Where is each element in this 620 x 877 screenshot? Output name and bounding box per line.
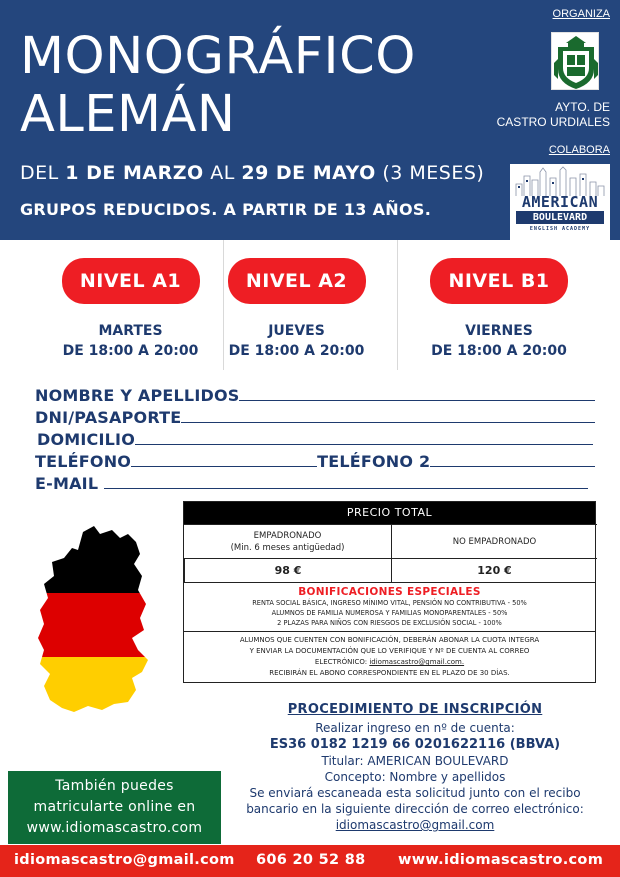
start-date: 1 DE MARZO — [65, 162, 204, 184]
groups-info: GRUPOS REDUCIDOS. A PARTIR DE 13 AÑOS. — [20, 200, 432, 219]
phone2-label: TELÉFONO 2 — [317, 452, 431, 471]
footer-bar — [0, 845, 620, 877]
phone-row — [35, 451, 595, 473]
address-field[interactable] — [135, 431, 593, 445]
note-line-3 — [186, 657, 593, 668]
american-boulevard-logo — [510, 164, 610, 240]
online-line-1: También puedes — [55, 778, 174, 794]
note-line-2: Y ENVIAR LA DOCUMENTACIÓN QUE LO VERIFIQUE Y Nº DE CUENTA AL CORREO — [249, 647, 530, 655]
course-dates — [20, 162, 484, 184]
price-col2-value: 120 € — [391, 558, 597, 582]
price-grid — [184, 524, 595, 582]
footer-website-link[interactable]: www.idiomascastro.com — [398, 852, 604, 868]
footer-phone[interactable]: 606 20 52 88 — [256, 852, 366, 868]
procedure-send-line-1: Se enviará escaneada esta solicitud junto con el recibo — [249, 786, 581, 800]
level-b1-time: DE 18:00 A 20:00 — [431, 343, 567, 359]
note-line-4: RECIBIRÁN EL ABONO CORRESPONDIENTE EN EL PLAZO DE 30 DÍAS. — [269, 669, 510, 677]
page-title — [20, 28, 416, 144]
procedure-title: PROCEDIMIENTO DE INSCRIPCIÓN — [287, 702, 543, 717]
procedure-iban: ES36 0182 1219 66 0201622116 (BBVA) — [269, 737, 561, 752]
footer-email-link[interactable]: idiomascastro@gmail.com — [14, 852, 235, 868]
online-enrollment-box — [8, 771, 221, 844]
level-a1-button[interactable]: NIVEL A1 — [62, 258, 200, 304]
price-col1-label — [184, 524, 391, 558]
bonificaciones-title: BONIFICACIONES ESPECIALES — [298, 586, 481, 598]
id-row — [35, 407, 595, 429]
id-label: DNI/PASAPORTE — [35, 408, 182, 427]
logo-tagline: ENGLISH ACADEMY — [529, 226, 591, 232]
price-table — [183, 501, 596, 683]
procedure-concept: Concepto: Nombre y apellidos — [324, 770, 506, 784]
level-a2-button[interactable]: NIVEL A2 — [228, 258, 366, 304]
phone-label: TELÉFONO — [35, 452, 132, 471]
phone2-field[interactable] — [430, 453, 595, 467]
name-row — [35, 385, 595, 407]
castro-urdiales-crest-icon — [551, 32, 599, 90]
level-b1-day: VIERNES — [465, 323, 533, 339]
bonificacion-item: ALUMNOS DE FAMILIA NUMEROSA Y FAMILIAS MONOPARENTALES - 50% — [271, 609, 508, 617]
note-email-link[interactable]: idiomascastro@gmail.com. — [369, 658, 465, 666]
header-banner — [0, 0, 620, 240]
procedure-holder: Titular: AMERICAN BOULEVARD — [321, 754, 509, 768]
procedure-email-link[interactable]: idiomascastro@gmail.com — [335, 818, 495, 832]
price-col1-title: EMPADRONADO — [253, 530, 322, 541]
title-line-2: ALEMÁN — [20, 85, 236, 144]
email-field[interactable] — [104, 475, 588, 489]
bonificacion-item: 2 PLAZAS PARA NIÑOS CON RIESGOS DE EXCLUSIÓN SOCIAL - 100% — [277, 619, 502, 627]
germany-map-icon — [28, 520, 178, 740]
level-a2-schedule — [194, 321, 399, 361]
organiza-label: ORGANIZA — [552, 8, 610, 20]
price-table-header: PRECIO TOTAL — [184, 502, 595, 524]
name-label: NOMBRE Y APELLIDOS — [35, 386, 240, 405]
registration-form — [35, 385, 595, 495]
colabora-label: COLABORA — [548, 144, 610, 156]
logo-word-2: BOULEVARD — [516, 211, 604, 224]
end-date: 29 DE MAYO — [241, 162, 376, 184]
procedure-section — [210, 700, 620, 833]
address-row — [35, 429, 595, 451]
bonificacion-item: RENTA SOCIAL BÁSICA, INGRESO MÍNIMO VITAL, PENSIÓN NO CONTRIBUTIVA - 50% — [252, 599, 527, 607]
level-a2-time: DE 18:00 A 20:00 — [228, 343, 365, 359]
name-field[interactable] — [239, 387, 595, 401]
price-col2-label: NO EMPADRONADO — [391, 524, 597, 558]
dates-middle: AL — [210, 162, 235, 184]
online-website-link[interactable]: www.idiomascastro.com — [26, 820, 203, 836]
price-col1-subtitle: (Min. 6 meses antigüedad) — [230, 542, 345, 553]
note-line-1: ALUMNOS QUE CUENTEN CON BONIFICACIÓN, DEBERÁN ABONAR LA CUOTA INTEGRA — [239, 636, 540, 644]
ayto-label — [497, 100, 610, 130]
online-line-2: matricularte online en — [33, 799, 196, 815]
email-row — [35, 473, 595, 495]
level-b1-button[interactable]: NIVEL B1 — [430, 258, 568, 304]
level-a1-day: MARTES — [98, 323, 163, 339]
price-col1-value: 98 € — [184, 558, 391, 582]
procedure-send-line-2: bancario en la siguiente dirección de correo electrónico: — [246, 802, 584, 816]
dates-prefix: DEL — [20, 162, 59, 184]
address-label: DOMICILIO — [37, 430, 136, 449]
level-a2-day: JUEVES — [268, 323, 325, 339]
bonificacion-note — [184, 631, 595, 682]
level-a1-time: DE 18:00 A 20:00 — [62, 343, 199, 359]
level-a2 — [194, 240, 399, 370]
phone-field[interactable] — [131, 453, 317, 467]
id-field[interactable] — [181, 409, 595, 423]
bonificaciones-section — [184, 582, 595, 631]
ayto-line-1: AYTO. DE — [555, 100, 610, 114]
procedure-account-intro: Realizar ingreso en nº de cuenta: — [315, 721, 515, 735]
level-b1 — [388, 240, 610, 370]
level-b1-schedule — [388, 321, 610, 361]
course-duration: (3 MESES) — [382, 162, 485, 184]
logo-word-1: AMERICAN — [521, 193, 599, 211]
email-label: E-MAIL — [35, 474, 99, 493]
note-line-3-prefix: ELECTRÓNICO: — [314, 658, 370, 666]
ayto-line-2: CASTRO URDIALES — [496, 115, 610, 129]
title-line-1: MONOGRÁFICO — [20, 27, 416, 86]
